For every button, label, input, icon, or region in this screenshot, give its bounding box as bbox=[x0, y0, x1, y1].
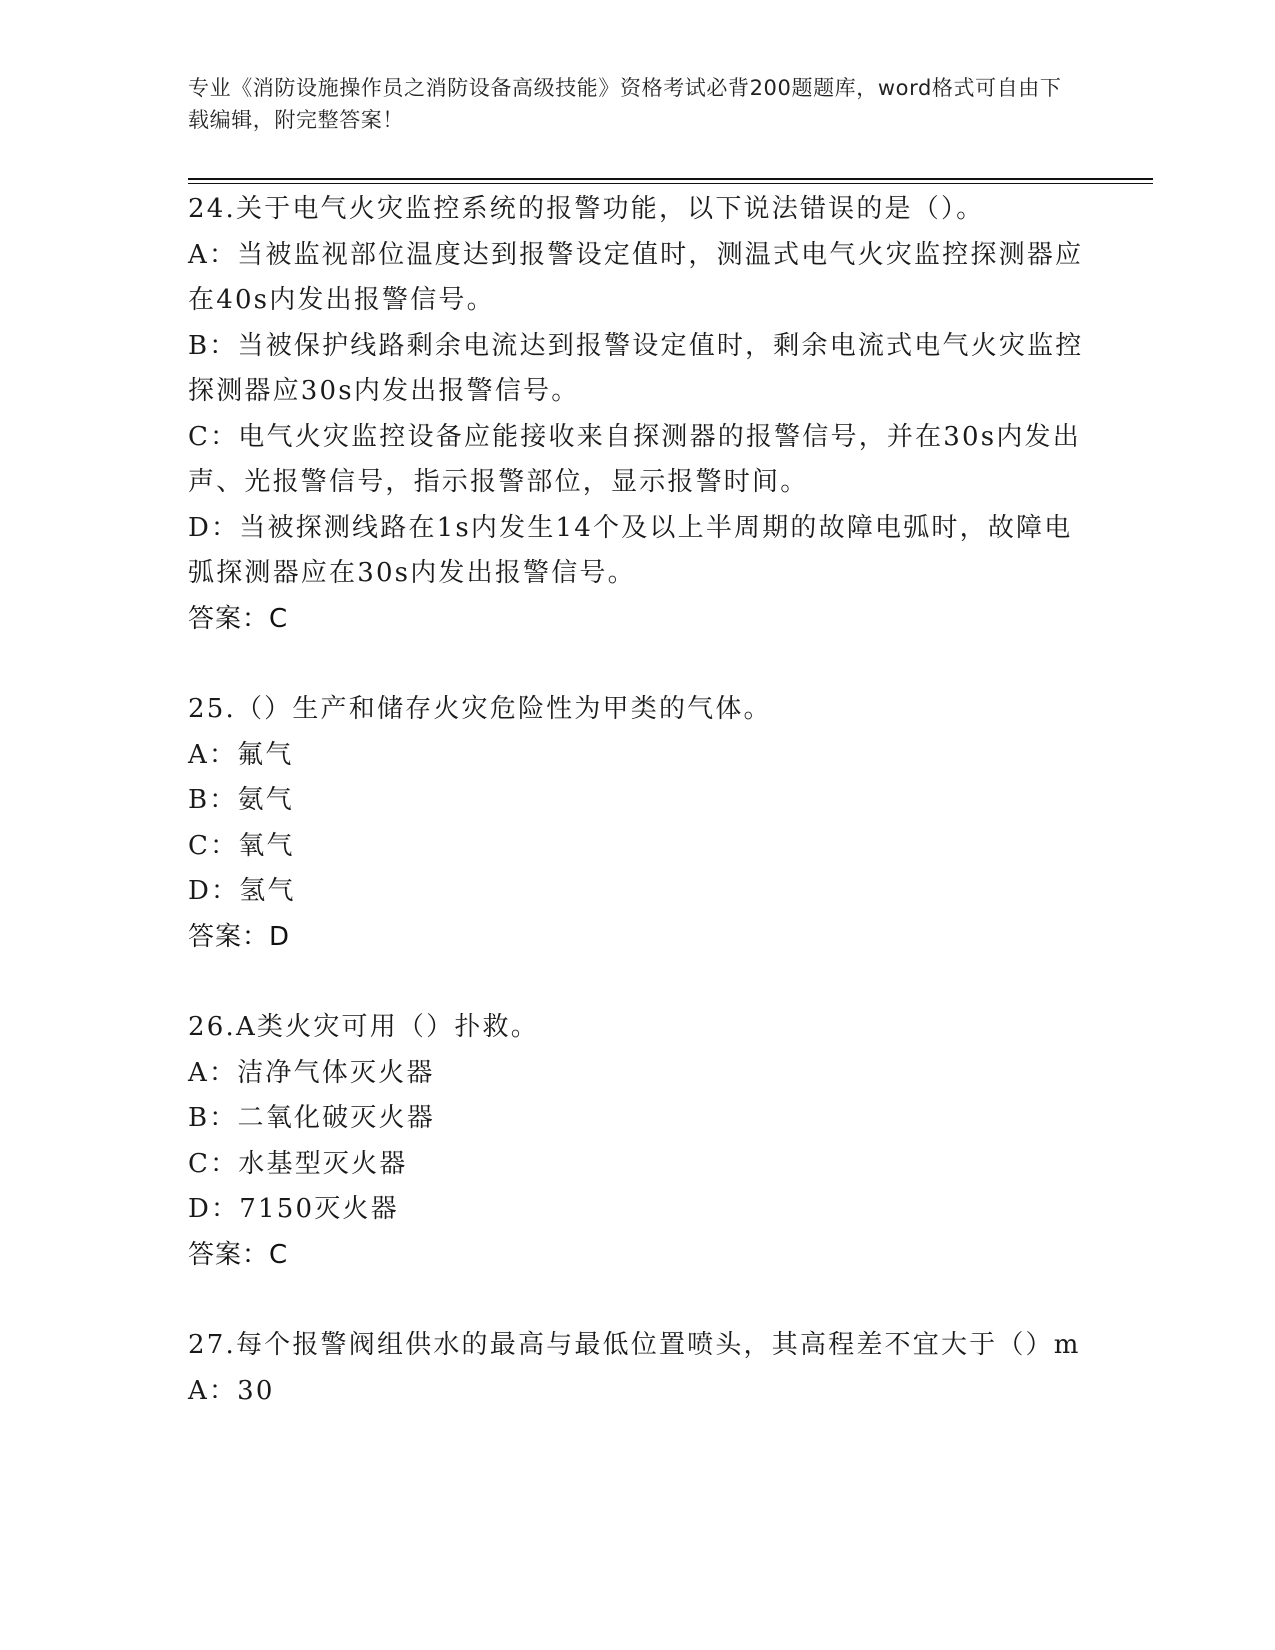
question-stem: 26.A类火灾可用（）扑救。 bbox=[188, 1012, 539, 1042]
answer-label: 答案：C bbox=[188, 603, 289, 634]
question-stem: 25.（）生产和储存火灾危险性为甲类的气体。 bbox=[188, 694, 772, 724]
option-a: A：当被监视部位温度达到报警设定值时，测温式电气火灾监控探测器应在40s内发出报警信号。 bbox=[188, 239, 1084, 315]
question-27 bbox=[188, 1323, 1088, 1414]
option-b: B：二氧化破灭火器 bbox=[188, 1103, 435, 1133]
question-25 bbox=[188, 687, 1088, 960]
option-a: A：氟气 bbox=[188, 739, 294, 770]
question-24 bbox=[188, 187, 1088, 642]
question-stem: 24.关于电气火灾监控系统的报警功能，以下说法错误的是（）。 bbox=[188, 194, 985, 224]
option-d: D：7150灭火器 bbox=[188, 1194, 399, 1224]
header-divider-thick bbox=[188, 178, 1153, 180]
document-header: 专业《消防设施操作员之消防设备高级技能》资格考试必背200题题库，word格式可自由下载编辑，附完整答案！ bbox=[188, 76, 1062, 132]
option-d: D：当被探测线路在1s内发生14个及以上半周期的故障电弧时，故障电弧探测器应在30s内发出报警信号。 bbox=[188, 512, 1073, 588]
option-c: C：氧气 bbox=[188, 830, 295, 861]
option-a: A：洁净气体灭火器 bbox=[188, 1057, 435, 1088]
question-list bbox=[188, 187, 1088, 1459]
option-a: A：30 bbox=[188, 1375, 275, 1406]
option-b: B：氨气 bbox=[188, 785, 294, 815]
answer-label: 答案：C bbox=[188, 1239, 289, 1270]
option-c: C：水基型灭火器 bbox=[188, 1148, 408, 1179]
option-d: D：氢气 bbox=[188, 876, 296, 906]
question-stem: 27.每个报警阀组供水的最高与最低位置喷头，其高程差不宜大于（）m bbox=[188, 1330, 1081, 1360]
header-divider-thin bbox=[188, 183, 1153, 184]
option-c: C：电气火灾监控设备应能接收来自探测器的报警信号，并在30s内发出声、光报警信号，指示报警部位，显示报警时间。 bbox=[188, 421, 1081, 497]
answer-label: 答案：D bbox=[188, 921, 291, 952]
question-26 bbox=[188, 1005, 1088, 1278]
option-b: B：当被保护线路剩余电流达到报警设定值时，剩余电流式电气火灾监控探测器应30s内发出报警信号。 bbox=[188, 330, 1084, 406]
